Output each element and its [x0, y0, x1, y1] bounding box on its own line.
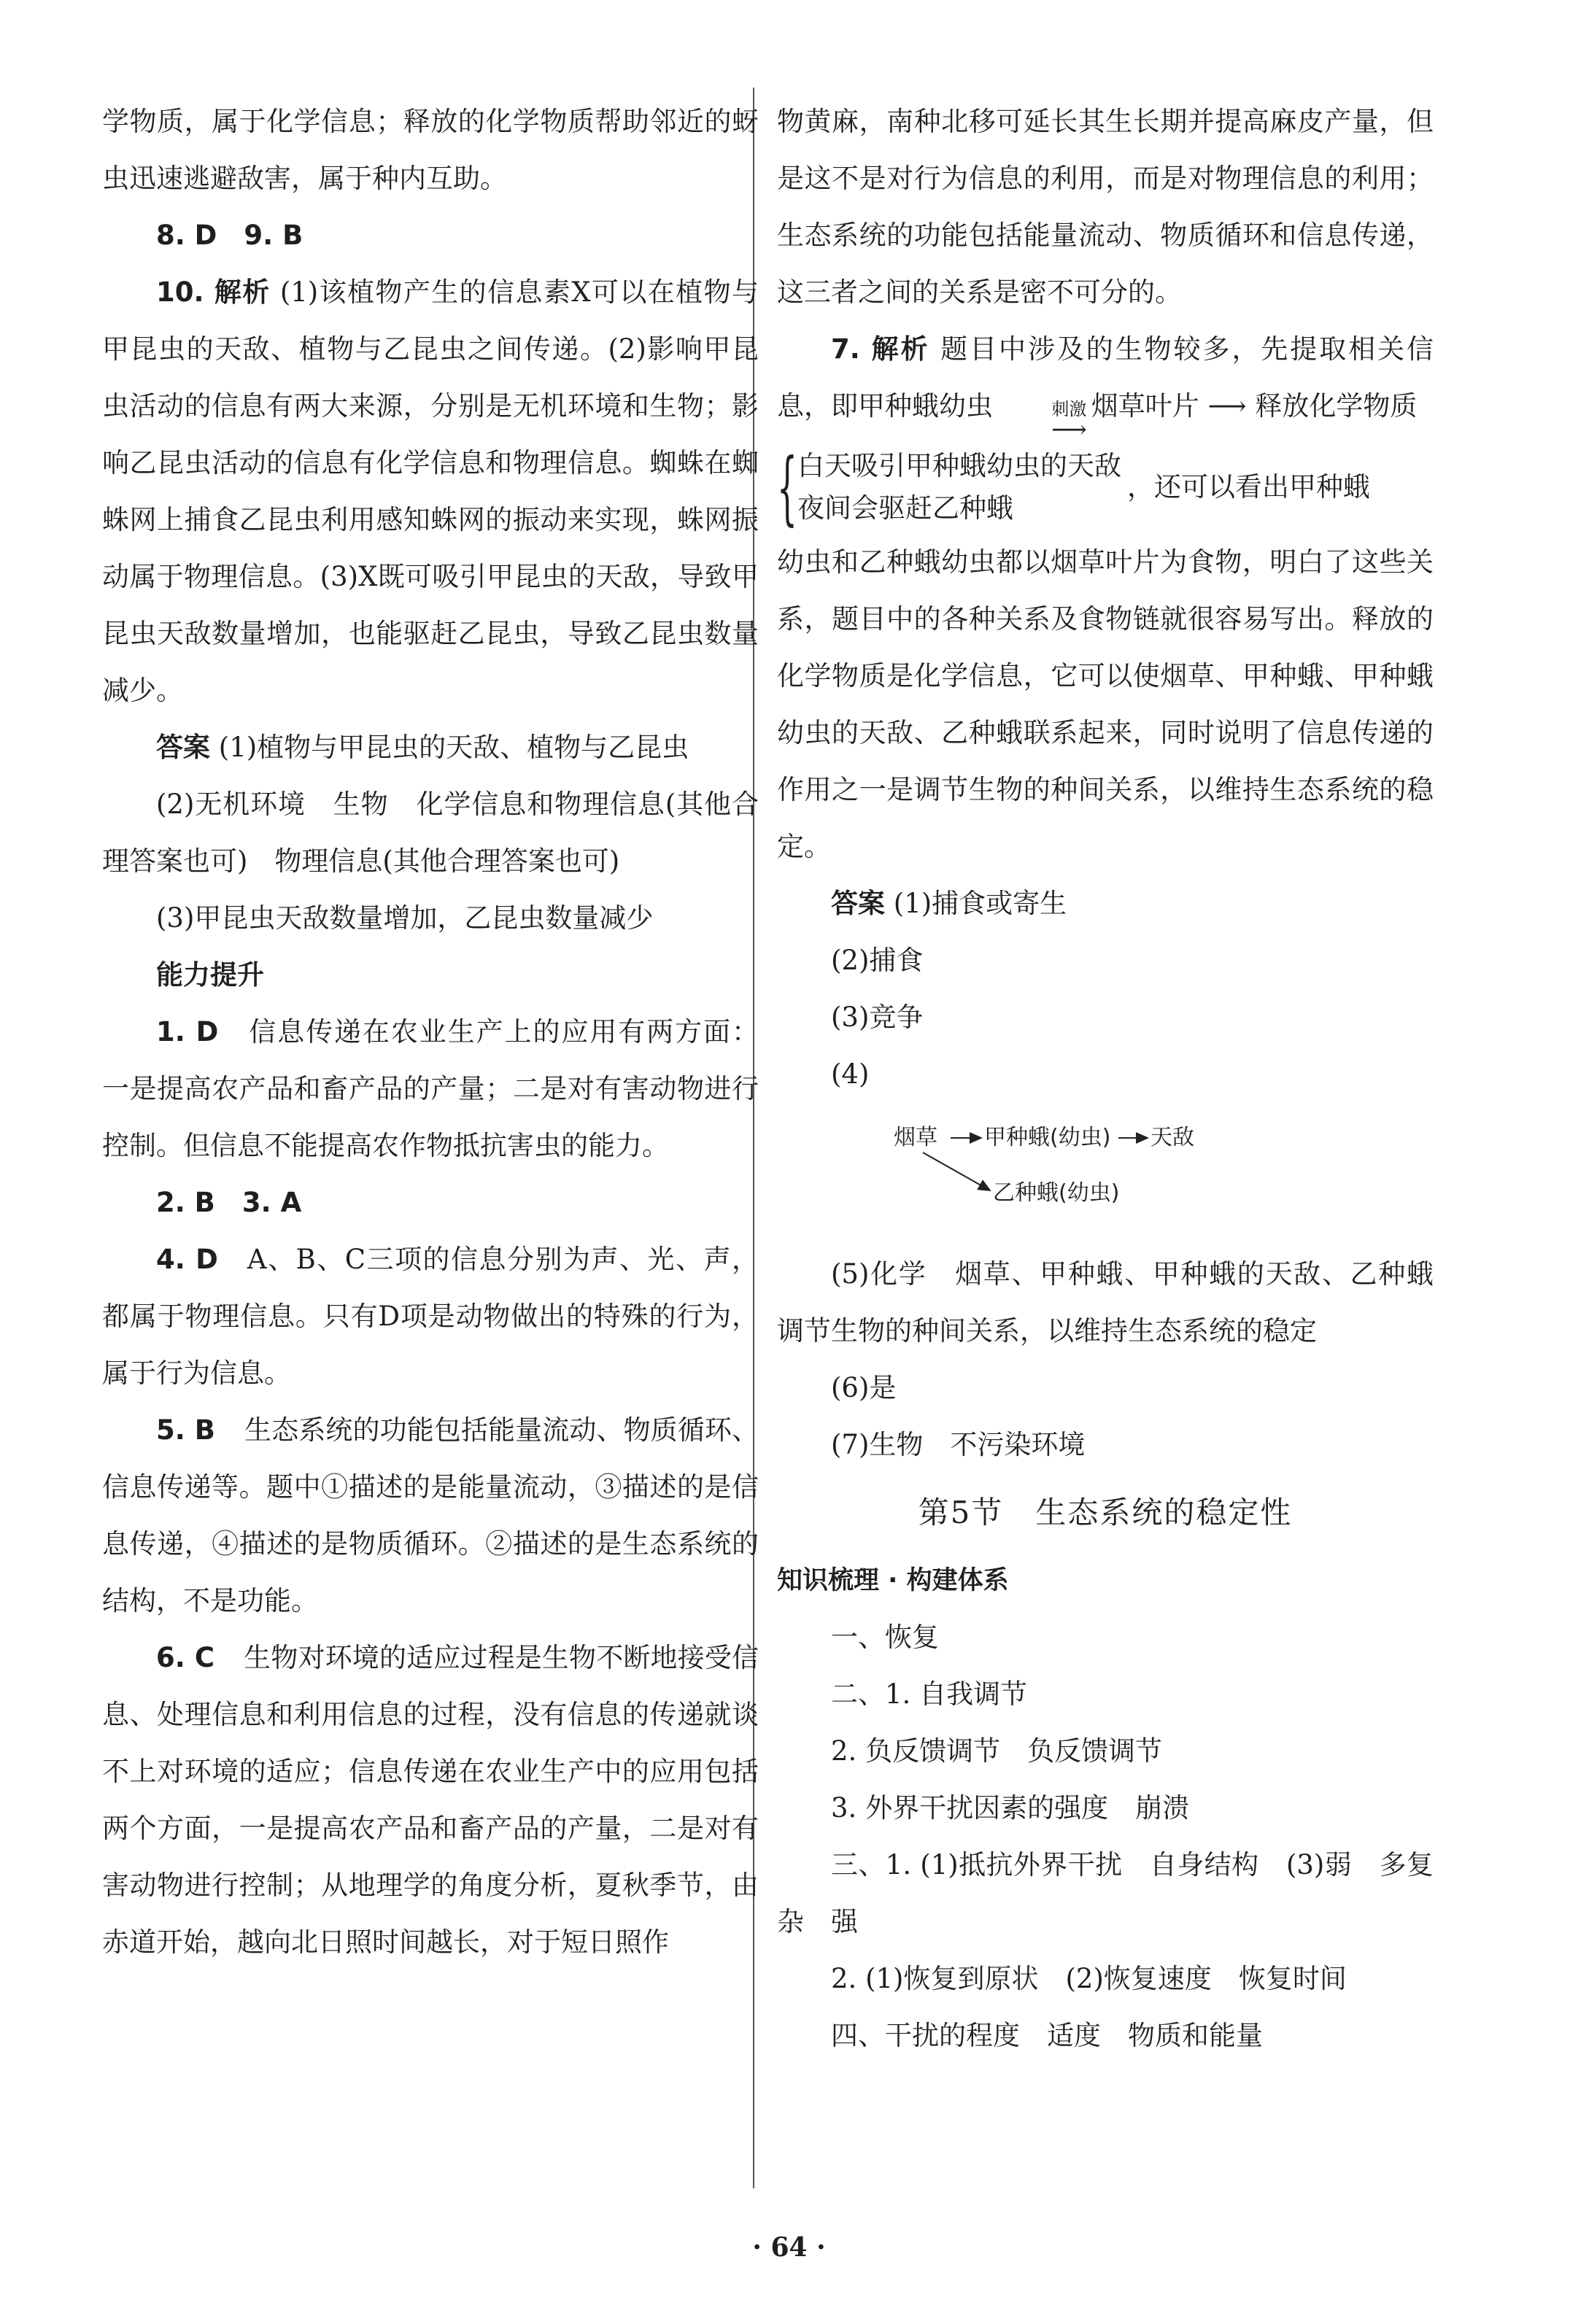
- brace-item: 白天吸引甲种蛾幼虫的天敌: [797, 450, 1121, 481]
- arrow-icon: [923, 1153, 990, 1190]
- question-number: 6. C: [156, 1642, 214, 1673]
- question-number: 10. 解析: [156, 276, 271, 308]
- explanation-text: 题目中涉及的生物较多，先提取相关信息，即甲种蛾幼虫: [777, 333, 1434, 422]
- answer-4: (4): [831, 1058, 870, 1090]
- stimulus-arrow: [997, 399, 1087, 444]
- brace-item: 夜间会驱赶乙种蛾: [797, 492, 1013, 524]
- food-web-arrows: [894, 1110, 1331, 1234]
- answer-5: (5)化学 烟草、甲种蛾、甲种蛾的天敌、乙种蛾 调节生物的种间关系，以维持生态系统的稳定: [777, 1258, 1461, 1347]
- answer-1: [102, 719, 759, 776]
- question-text: 生态系统的功能包括能量流动、物质循环、信息传递等。题中①描述的是能量流动，③描述的是信息传递，④描述的是物质循环。②描述的是生态系统的结构，不是功能。: [102, 1414, 759, 1616]
- web-node: 甲种蛾(幼虫): [984, 1125, 1111, 1150]
- explanation-text: 释放化学物质: [1255, 390, 1418, 422]
- question-5: [102, 1402, 759, 1630]
- paragraph: 幼虫和乙种蛾幼虫都以烟草叶片为食物，明白了这些关系，题目中的各种关系及食物链就很容易写出。释放的化学物质是化学信息，它可以使烟草、甲种蛾、甲种蛾幼虫的天敌、乙种蛾联系起来，同时说明了信息传递的作用之一是调节生物的种间关系，以维持生态系统的稳定。: [777, 546, 1434, 862]
- answer-3: (3)竞争: [831, 1002, 924, 1033]
- page-number: · 64 ·: [752, 2232, 826, 2263]
- knowledge-item: 二、1. 自我调节: [831, 1678, 1028, 1710]
- question-number: 7. 解析: [831, 333, 930, 365]
- subsection-title: 知识梳理 · 构建体系: [777, 1566, 1009, 1595]
- question-text: 信息传递在农业生产上的应用有两方面：一是提高农产品和畜产品的产量；二是对有害动物进行控制。但信息不能提高农作物抵抗害虫的能力。: [102, 1016, 759, 1161]
- arrow-label: 刺激: [1051, 399, 1087, 419]
- knowledge-item: 2. (1)恢复到原状 (2)恢复速度 恢复时间: [831, 1963, 1347, 1994]
- answer-line: 2. B 3. A: [156, 1187, 302, 1218]
- brace-icon: {: [777, 441, 797, 534]
- food-web-diagram: [777, 1110, 1434, 1234]
- answer-7: (7)生物 不污染环境: [831, 1429, 1086, 1460]
- knowledge-item: 3. 外界干扰因素的强度 崩溃: [831, 1792, 1190, 1824]
- paragraph: 学物质，属于化学信息；释放的化学物质帮助邻近的蚜虫迅速逃避敌害，属于种内互助。: [102, 106, 759, 194]
- question-number: 4. D: [156, 1244, 218, 1275]
- left-column: [102, 93, 759, 1971]
- question-number: 5. B: [156, 1414, 215, 1446]
- knowledge-item: 四、干扰的程度 适度 物质和能量: [831, 2020, 1263, 2051]
- explanation-10: [102, 264, 759, 719]
- question-6: [102, 1630, 759, 1971]
- arrow-icon: ⟶: [1199, 390, 1256, 422]
- question-text: A、B、C三项的信息分别为声、光、声，都属于物理信息。只有D项是动物做出的特殊的行为，属于行为信息。: [102, 1244, 759, 1389]
- arrow-icon: ⟶: [1051, 415, 1087, 444]
- answer-1: [777, 875, 1434, 932]
- question-text: 生物对环境的适应过程是生物不断地接受信息、处理信息和利用信息的过程，没有信息的传递就谈不上对环境的适应；信息传递在农业生产中的应用包括两个方面，一是提高农产品和畜产品的产量，二是对有害动物进行控制；从地理学的角度分析，夏秋季节，由赤道开始，越向北日照时间越长，对于短日照作: [102, 1642, 759, 1958]
- paragraph: 物黄麻，南种北移可延长其生长期并提高麻皮产量，但是这不是对行为信息的利用，而是对物理信息的利用；生态系统的功能包括能量流动、物质循环和信息传递，这三者之间的关系是密不可分的。: [777, 106, 1434, 308]
- question-number: 1. D: [156, 1016, 219, 1047]
- explanation-text: ，还可以看出甲种蛾: [1127, 471, 1370, 503]
- question-7: [777, 321, 1434, 444]
- knowledge-item: 2. 负反馈调节 负反馈调节: [831, 1735, 1163, 1767]
- answer-3: (3)甲昆虫天敌数量增加，乙昆虫数量减少: [156, 902, 654, 934]
- web-node: 乙种蛾(幼虫): [993, 1180, 1120, 1206]
- answer-2: (2)无机环境 生物 化学信息和物理信息(其他合理答案也可) 物理信息(其他合理答案也可): [102, 789, 759, 877]
- web-node: 烟草: [894, 1125, 937, 1150]
- right-column: [777, 93, 1461, 2064]
- answer-text: (1)植物与甲昆虫的天敌、植物与乙昆虫: [218, 732, 689, 763]
- answer-line: 8. D 9. B: [156, 220, 303, 251]
- answer-2: (2)捕食: [831, 945, 924, 976]
- knowledge-item: 一、恢复: [831, 1622, 939, 1653]
- question-1: [102, 1004, 759, 1174]
- brace-group: [777, 441, 1434, 534]
- answer-label: 答案: [831, 888, 885, 919]
- explanation-text: (1)该植物产生的信息素X可以在植物与甲昆虫的天敌、植物与乙昆虫之间传递。(2)影响甲昆虫活动的信息有两大来源，分别是无机环境和生物；影响乙昆虫活动的信息有化学信息和物理信息。蜘蛛在蜘蛛网上捕食乙昆虫利用感知蛛网的振动来实现，蛛网振动属于物理信息。(3)X既可吸引甲昆虫的天敌，导致甲昆虫天敌数量增加，也能驱赶乙昆虫，导致乙昆虫数量减少。: [102, 276, 759, 706]
- answer-6: (6)是: [831, 1372, 897, 1403]
- answer-label: 答案: [156, 732, 210, 763]
- knowledge-item: 三、1. (1)抵抗外界干扰 自身结构 (3)弱 多复杂 强: [777, 1849, 1434, 1937]
- question-4: [102, 1231, 759, 1402]
- explanation-text: 烟草叶片: [1091, 390, 1199, 422]
- section-title: 能力提升: [156, 959, 264, 991]
- web-node: 天敌: [1150, 1125, 1194, 1150]
- answer-text: (1)捕食或寄生: [893, 888, 1067, 919]
- section-heading: 第5节 生态系统的稳定性: [918, 1495, 1293, 1530]
